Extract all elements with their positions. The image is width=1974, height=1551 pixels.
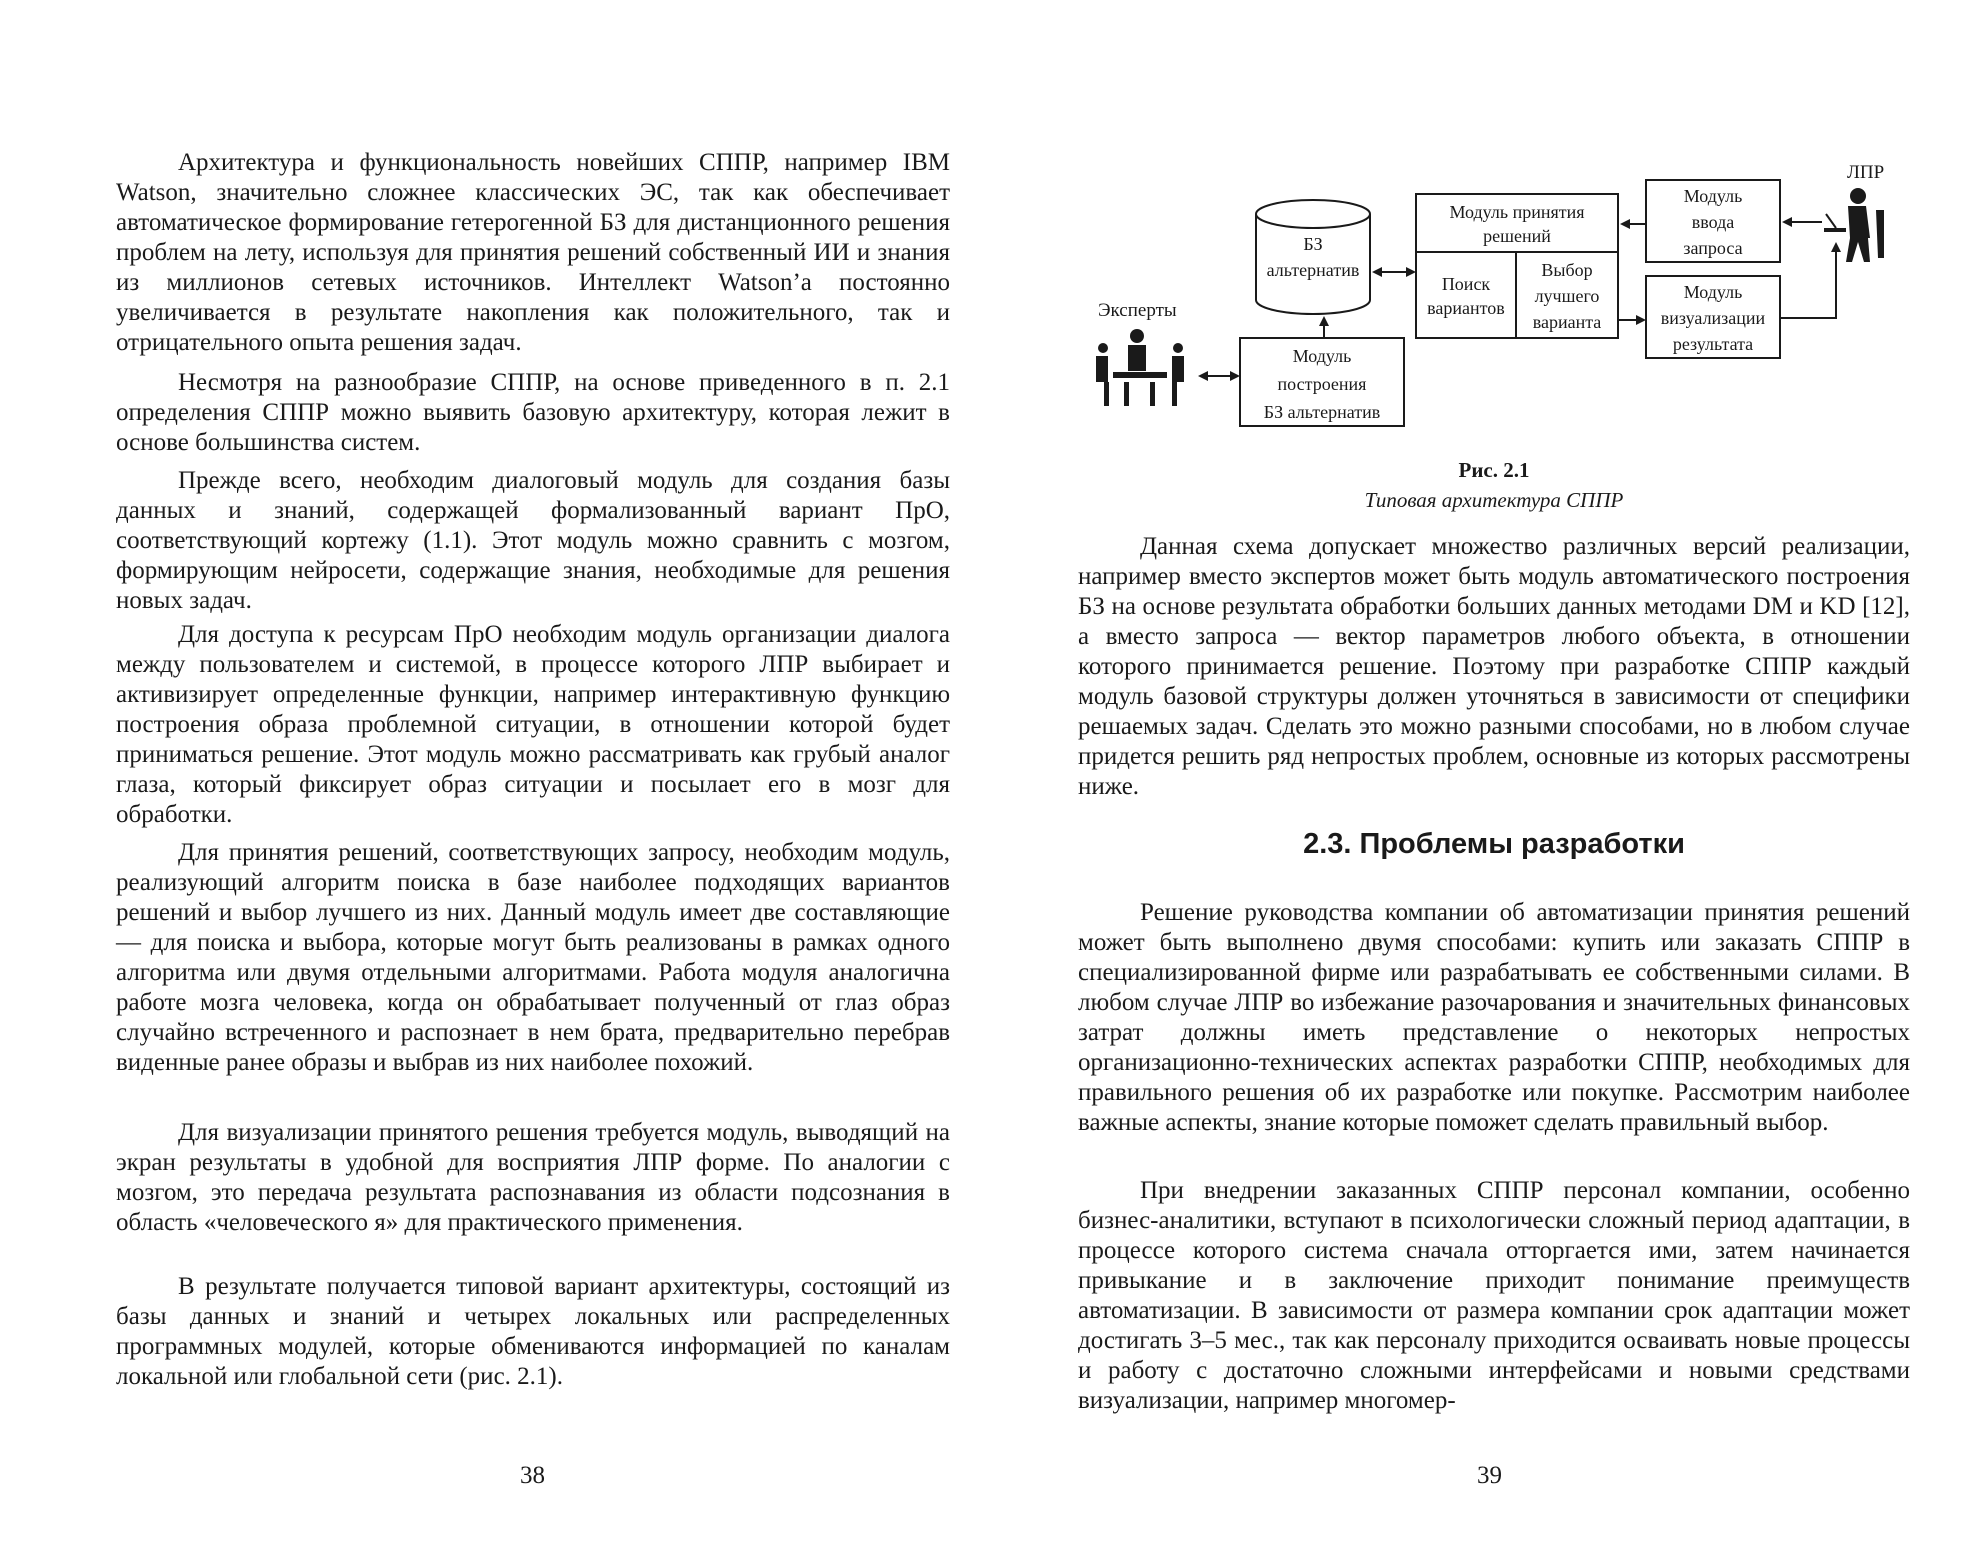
- figure-caption-subtitle: Типовая архитектура СППР: [1364, 488, 1624, 512]
- search-line2: вариантов: [1427, 298, 1505, 318]
- left-paragraph-6: Для визуализации принятого решения требуется модуль, выводящий на экран результаты в удобной для восприятия ЛПР форме. По аналогии с мозгом, это передача результата распознавания из области подсознания в область «человеческого я» для практического применения.: [116, 1119, 950, 1236]
- decision-line2: решений: [1483, 226, 1551, 246]
- build-line2: построения: [1277, 374, 1367, 394]
- search-line1: Поиск: [1441, 274, 1491, 294]
- left-paragraph-1: Архитектура и функциональность новейших СППР, например IBM Watson, значительно сложнее классических ЭС, так как обеспечивает автоматическое формирование гетерогенной БЗ для дистанционного решения проблем на лету, используя для принятия решений собственный ИИ и знания из миллионов сетевых источников. Интеллект Watson’а постоянно увеличивается в результате накопления как положительного, так и отрицательного опыта решения задач.: [116, 149, 950, 356]
- lpr-label: ЛПР: [1847, 162, 1885, 183]
- figure-caption-title: Рис. 2.1: [1458, 458, 1530, 482]
- input-line2: ввода: [1691, 212, 1735, 232]
- viz-line1: Модуль: [1683, 282, 1743, 302]
- left-paragraph-7: В результате получается типовой вариант архитектуры, состоящий из базы данных и знаний и четырех локальных или распределенных программных модулей, которые обмениваются информацией по каналам локальной или глобальной сети (рис. 2.1).: [116, 1273, 950, 1390]
- left-paragraph-5: Для принятия решений, соответствующих запросу, необходим модуль, реализующий алгоритм поиска в базе наиболее подходящих вариантов решений и выбор лучшего из них. Данный модуль имеет две составляющие — для поиска и выбора, которые могут быть реализованы в рамках одного алгоритма или двумя отдельными алгоритмами. Работа модуля аналогична работе мозга человека, когда он обрабатывает полученный от глаз образ случайно встреченного и распознает в нем брата, предварительно перебрав виденные ранее образы и выбрав из них наиболее похожий.: [116, 839, 950, 1076]
- choice-line3: варианта: [1532, 312, 1602, 332]
- experts-icon: [1096, 329, 1184, 406]
- left-paragraph-2: Несмотря на разнообразие СППР, на основе приведенного в п. 2.1 определения СППР можно выявить базовую архитектуру, которая лежит в основе большинства систем.: [116, 369, 950, 456]
- experts-label: Эксперты: [1098, 300, 1177, 321]
- viz-line3: результата: [1672, 334, 1754, 354]
- right-paragraph-after-figure: Данная схема допускает множество различных версий реализации, например вместо экспертов может быть модуль автоматического построения БЗ на основе результата обработки больших данных методами DM и KD [12], а вместо запроса — вектор параметров любого объекта, в отношении которого принимается решение. Поэтому при разработке СППР каждый модуль базовой структуры должен уточняться в зависимости от специфики решаемых задач. Сделать это можно разными способами, но в любом случае придется решить ряд непростых проблем, основные из которых рассмотрены ниже.: [1078, 533, 1910, 800]
- knowledge-base-cylinder: [1256, 200, 1370, 314]
- section-heading: 2.3. Проблемы разработки: [1303, 828, 1685, 860]
- choice-line2: лучшего: [1534, 286, 1600, 306]
- build-line1: Модуль: [1292, 346, 1352, 366]
- left-paragraph-3: Прежде всего, необходим диалоговый модуль для создания базы данных и знаний, содержащей формализованный вариант ПрО, соответствующий кортежу (1.1). Этот модуль можно сравнить с мозгом, формирующим нейросети, содержащие знания, необходимые для решения новых задач.: [116, 467, 950, 614]
- choice-line1: Выбор: [1541, 260, 1593, 280]
- right-paragraph-1: Решение руководства компании об автоматизации принятия решений может быть выполнено двумя способами: купить или заказать СППР в специализированной фирме или разрабатывать ее собственными силами. В любом случае ЛПР во избежание разочарования и значительных финансовых затрат должны иметь представление о некоторых непростых организационно-технических аспектах разработки СППР, необходимых для правильного решения об их разработке или покупке. Рассмотрим наиболее важные аспекты, знание которые поможет сделать правильный выбор.: [1078, 899, 1910, 1136]
- decision-maker-icon: [1824, 188, 1884, 262]
- right-paragraph-2: При внедрении заказанных СППР персонал компании, особенно бизнес-аналитики, вступают в психологически сложный период адаптации, в процессе которого система сначала отторгается ими, затем начинается привыкание и в заключение приходит понимание преимуществ автоматизации. В зависимости от размера компании срок адаптации может достигать 3–5 мес., так как персоналу приходится осваивать новые процессы и работу с достаточно сложными интерфейсами и новыми средствами визуализации, например многомер-: [1078, 1177, 1910, 1414]
- decision-line1: Модуль принятия: [1449, 202, 1585, 222]
- viz-line2: визуализации: [1660, 308, 1766, 328]
- bz-line2: альтернатив: [1266, 260, 1360, 280]
- bz-line1: БЗ: [1303, 234, 1323, 254]
- page-number-left: 38: [520, 1462, 545, 1489]
- left-paragraph-4: Для доступа к ресурсам ПрО необходим модуль организации диалога между пользователем и системой, в процессе которого ЛПР выбирает и активизирует определенные функции, например интерактивную функцию построения образа проблемной ситуации, в отношении которой будет приниматься решение. Этот модуль можно рассматривать как грубый аналог глаза, который фиксирует образ ситуации и посылает его в мозг для обработки.: [116, 621, 950, 828]
- architecture-diagram: [0, 0, 1974, 520]
- input-line1: Модуль: [1683, 186, 1743, 206]
- input-line3: запроса: [1683, 238, 1743, 258]
- build-line3: БЗ альтернатив: [1263, 402, 1381, 422]
- page-number-right: 39: [1477, 1462, 1502, 1489]
